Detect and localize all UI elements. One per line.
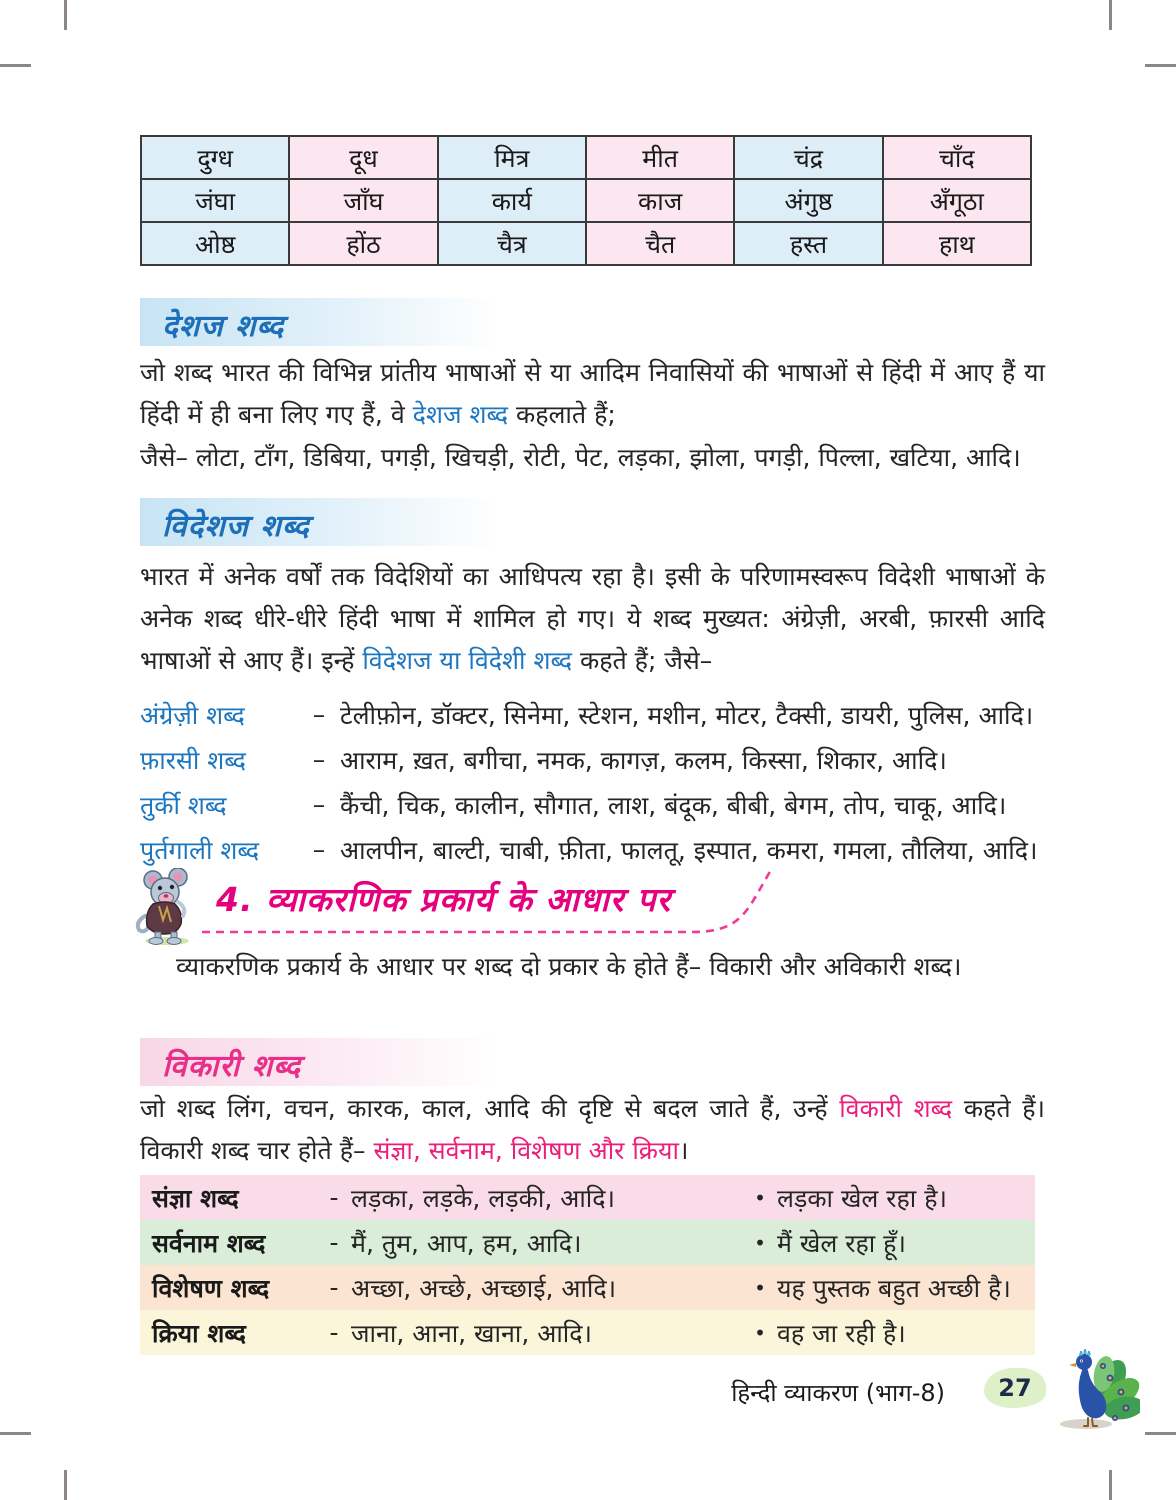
highlighted-term: विकारी शब्द (839, 1094, 953, 1123)
table-cell: हाथ (883, 222, 1031, 265)
word-type-label: संज्ञा शब्द (152, 1183, 239, 1213)
paragraph-text: । (678, 1136, 689, 1165)
table-cell: काज (586, 179, 734, 222)
table-row (140, 1220, 1035, 1265)
table-row (141, 179, 1031, 222)
table-row (140, 1265, 1035, 1310)
table-cell: चंद्र (734, 136, 882, 179)
table-cell: दुग्ध (141, 136, 289, 179)
dash: - (329, 1318, 339, 1347)
dash: - (329, 1228, 339, 1257)
crop-mark-top-right-horizontal (1145, 64, 1176, 67)
example-sentence: लड़का खेल रहा है। (777, 1183, 947, 1213)
language-label: अंग्रेज़ी शब्द (140, 700, 245, 730)
loanword-examples: टेलीफ़ोन, डॉक्टर, सिनेमा, स्टेशन, मशीन, मोटर, टैक्सी, डायरी, पुलिस, आदि। (340, 700, 1034, 730)
loanword-examples: आराम, ख़त, बगीचा, नमक, कागज़, कलम, किस्सा, शिकार, आदि। (340, 745, 947, 775)
list-item (140, 782, 1050, 827)
bullet: • (754, 1320, 766, 1345)
bullet: • (754, 1275, 766, 1300)
table-cell: जंघा (141, 179, 289, 222)
crop-mark-bottom-right-vertical (1109, 1470, 1112, 1500)
dash: – (312, 790, 326, 819)
bullet: • (754, 1230, 766, 1255)
crop-mark-bottom-left-vertical (64, 1470, 67, 1500)
paragraph-text: कहते हैं; जैसे– (572, 646, 713, 675)
dash: – (312, 700, 326, 729)
language-label: तुर्की शब्द (140, 790, 227, 820)
table-cell: चैत्र (438, 222, 586, 265)
dash: – (312, 835, 326, 864)
list-item (140, 692, 1050, 737)
loanword-examples: कैंची, चिक, कालीन, सौगात, लाश, बंदूक, बीबी, बेगम, तोप, चाकू, आदि। (340, 790, 1007, 820)
language-label: फ़ारसी शब्द (140, 745, 246, 775)
word-type-label: सर्वनाम शब्द (152, 1228, 266, 1258)
dash: - (329, 1273, 339, 1302)
peacock-icon (1048, 1348, 1140, 1436)
word-examples: मैं, तुम, आप, हम, आदि। (351, 1228, 582, 1258)
table-cell: अँगूठा (883, 179, 1031, 222)
word-type-label: क्रिया शब्द (152, 1318, 246, 1348)
loanword-examples: आलपीन, बाल्टी, चाबी, फ़ीता, फालतू, इस्पात, कमरा, गमला, तौलिया, आदि। (340, 835, 1038, 865)
table-row (140, 1310, 1035, 1355)
crop-mark-top-right-vertical (1109, 0, 1112, 30)
deshaj-paragraph (140, 352, 1045, 436)
word-examples: लड़का, लड़के, लड़की, आदि। (351, 1183, 615, 1213)
word-examples: जाना, आना, खाना, आदि। (351, 1318, 593, 1348)
example-sentence: यह पुस्तक बहुत अच्छी है। (777, 1273, 1011, 1303)
highlighted-term: देशज शब्द (412, 400, 509, 429)
crop-mark-bottom-left-horizontal (0, 1432, 31, 1435)
paragraph-text: भारत में अनेक वर्षों तक विदेशियों का आधिपत्य रहा है। इसी के परिणामस्वरूप विदेशी भाषाओं के अनेक शब्द धीरे-धीरे हिंदी भाषा में शामिल हो गए। ये शब्द मुख्यत: अंग्रेज़ी, अरबी, फ़ारसी आदि भाषाओं से आए हैं। इन्हें (140, 562, 1045, 675)
paragraph-text: जो शब्द भारत की विभिन्न प्रांतीय भाषाओं से या आदिम निवासियों की भाषाओं से हिंदी में आए हैं या हिंदी में ही बना लिए गए हैं, वे (140, 358, 1045, 429)
crop-mark-bottom-right-horizontal (1145, 1432, 1176, 1435)
table-cell: चैत (586, 222, 734, 265)
table-cell: मीत (586, 136, 734, 179)
bullet: • (754, 1185, 766, 1210)
page-number: 27 (998, 1374, 1032, 1402)
dash: - (329, 1183, 339, 1212)
table-cell: दूध (289, 136, 437, 179)
crop-mark-top-left-horizontal (0, 64, 31, 67)
deshaj-example-line: जैसे– लोटा, टाँग, डिबिया, पगड़ी, खिचड़ी, रोटी, पेट, लड़का, झोला, पगड़ी, पिल्ला, खटिया, आदि। (140, 443, 1021, 472)
example-sentence: वह जा रही है। (777, 1318, 906, 1348)
paragraph-text: जो शब्द लिंग, वचन, कारक, काल, आदि की दृष्टि से बदल जाते हैं, उन्हें (140, 1094, 840, 1123)
section-heading-text: विदेशज शब्द (162, 509, 310, 544)
table-cell: हस्त (734, 222, 882, 265)
table-cell: अंगुष्ठ (734, 179, 882, 222)
section-heading-videshaj (140, 498, 500, 546)
table-cell: जाँघ (289, 179, 437, 222)
table-row (141, 222, 1031, 265)
mouse-mascot-icon (131, 868, 205, 950)
section-heading-vikari (140, 1038, 500, 1086)
vikari-paragraph (140, 1088, 1045, 1172)
table-cell: ओष्ठ (141, 222, 289, 265)
table-cell: चाँद (883, 136, 1031, 179)
vikari-types-table (140, 1175, 1035, 1355)
example-sentence: मैं खेल रहा हूँ। (777, 1228, 906, 1258)
section-heading-text: देशज शब्द (162, 309, 285, 344)
book-title: हिन्दी व्याकरण (भाग-8) (731, 1379, 945, 1407)
language-label: पुर्तगाली शब्द (140, 835, 259, 865)
list-item (140, 737, 1050, 782)
paragraph-text: कहलाते हैं; (508, 400, 616, 429)
crop-mark-top-left-vertical (64, 0, 67, 30)
section-heading-text: विकारी शब्द (162, 1049, 302, 1084)
table-cell: मित्र (438, 136, 586, 179)
highlighted-term: संज्ञा, सर्वनाम, विशेषण और क्रिया (373, 1136, 679, 1165)
loanword-list (140, 692, 1050, 872)
word-type-label: विशेषण शब्द (152, 1273, 270, 1303)
table-cell: कार्य (438, 179, 586, 222)
paragraph-text: कहते हैं। विकारी शब्द चार होते हैं– (140, 1094, 1045, 1165)
table-row (140, 1175, 1035, 1220)
videshaj-paragraph (140, 556, 1045, 682)
highlighted-term: विदेशज या विदेशी शब्द (362, 646, 573, 675)
section-heading-deshaj (140, 298, 500, 346)
word-pairs-table (140, 135, 1032, 266)
table-cell: होंठ (289, 222, 437, 265)
page-number-badge (984, 1368, 1046, 1408)
table-row (141, 136, 1031, 179)
section4-heading: 4. व्याकरणिक प्रकार्य के आधार पर (216, 880, 671, 919)
dash: – (312, 745, 326, 774)
word-examples: अच्छा, अच्छे, अच्छाई, आदि। (351, 1273, 617, 1303)
section4-paragraph: व्याकरणिक प्रकार्य के आधार पर शब्द दो प्रकार के होते हैं– विकारी और अविकारी शब्द। (176, 952, 962, 981)
